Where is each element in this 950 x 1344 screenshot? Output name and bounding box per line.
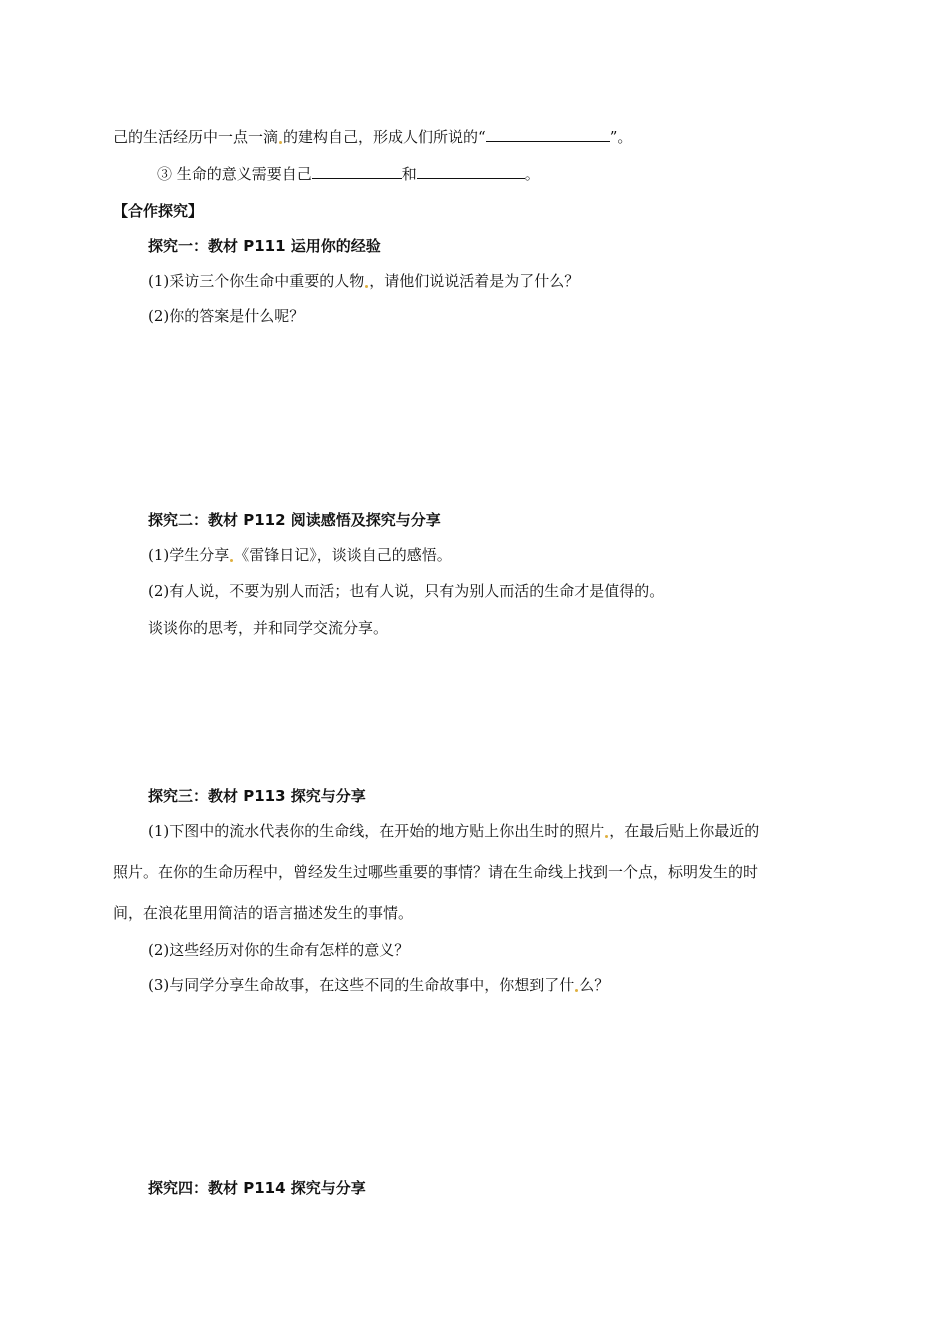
text-fragment: 的建构自己，形成人们所说的“ xyxy=(283,128,486,146)
text-fragment: ，在最后贴上你最近的 xyxy=(609,822,760,840)
text-fragment: 么？ xyxy=(579,976,610,994)
task-3-question-1-line-1 xyxy=(148,821,759,841)
text-line-2 xyxy=(157,164,540,184)
task-1-question-2: (2)你的答案是什么呢？ xyxy=(148,307,305,325)
text-fragment: 《雷锋日记》，谈谈自己的感悟。 xyxy=(234,546,452,564)
text-fragment: ，请他们说说活着是为了什么？ xyxy=(369,272,580,290)
task-2-question-2-continued: 谈谈你的思考，并和同学交流分享。 xyxy=(148,619,389,637)
task-title-3: 探究三：教材 P113 探究与分享 xyxy=(148,787,366,805)
task-3-question-2: (2)这些经历对你的生命有怎样的意义？ xyxy=(148,941,410,959)
text-fragment: 己的生活经历中一点一滴 xyxy=(113,128,279,146)
task-1-question-1 xyxy=(148,271,579,291)
task-title-4: 探究四：教材 P114 探究与分享 xyxy=(148,1179,366,1197)
task-2-question-1 xyxy=(148,545,452,565)
annotation-dot xyxy=(575,989,578,992)
text-fragment: ③ 生命的意义需要自己 xyxy=(157,165,312,183)
annotation-dot xyxy=(365,285,368,288)
text-fragment: 。 xyxy=(524,165,540,183)
task-title-1: 探究一：教材 P111 运用你的经验 xyxy=(148,237,381,255)
text-fragment: (1)下图中的流水代表你的生命线，在开始的地方贴上你出生时的照片 xyxy=(148,822,605,840)
text-fragment: 和 xyxy=(401,165,417,183)
text-line-1 xyxy=(113,127,632,147)
task-3-question-1-line-3: 间，在浪花里用简洁的语言描述发生的事情。 xyxy=(113,904,414,922)
text-fragment: (3)与同学分享生命故事，在这些不同的生命故事中，你想到了什 xyxy=(148,976,575,994)
text-fragment: (1)采访三个你生命中重要的人物 xyxy=(148,272,365,290)
annotation-dot xyxy=(279,141,282,144)
task-title-2: 探究二：教材 P112 阅读感悟及探究与分享 xyxy=(148,511,441,529)
annotation-dot xyxy=(230,559,233,562)
fill-in-blank[interactable] xyxy=(312,164,402,179)
task-2-question-2: (2)有人说，不要为别人而活；也有人说，只有为别人而活的生命才是值得的。 xyxy=(148,582,665,600)
annotation-dot xyxy=(605,835,608,838)
task-3-question-1-line-2: 照片。在你的生命历程中，曾经发生过哪些重要的事情？请在生命线上找到一个点，标明发生的时 xyxy=(113,863,759,881)
section-heading: 【合作探究】 xyxy=(113,202,204,220)
text-fragment: ”。 xyxy=(609,128,633,146)
task-3-question-3 xyxy=(148,975,609,995)
fill-in-blank[interactable] xyxy=(417,164,525,179)
fill-in-blank[interactable] xyxy=(486,127,610,142)
text-fragment: (1)学生分享 xyxy=(148,546,230,564)
